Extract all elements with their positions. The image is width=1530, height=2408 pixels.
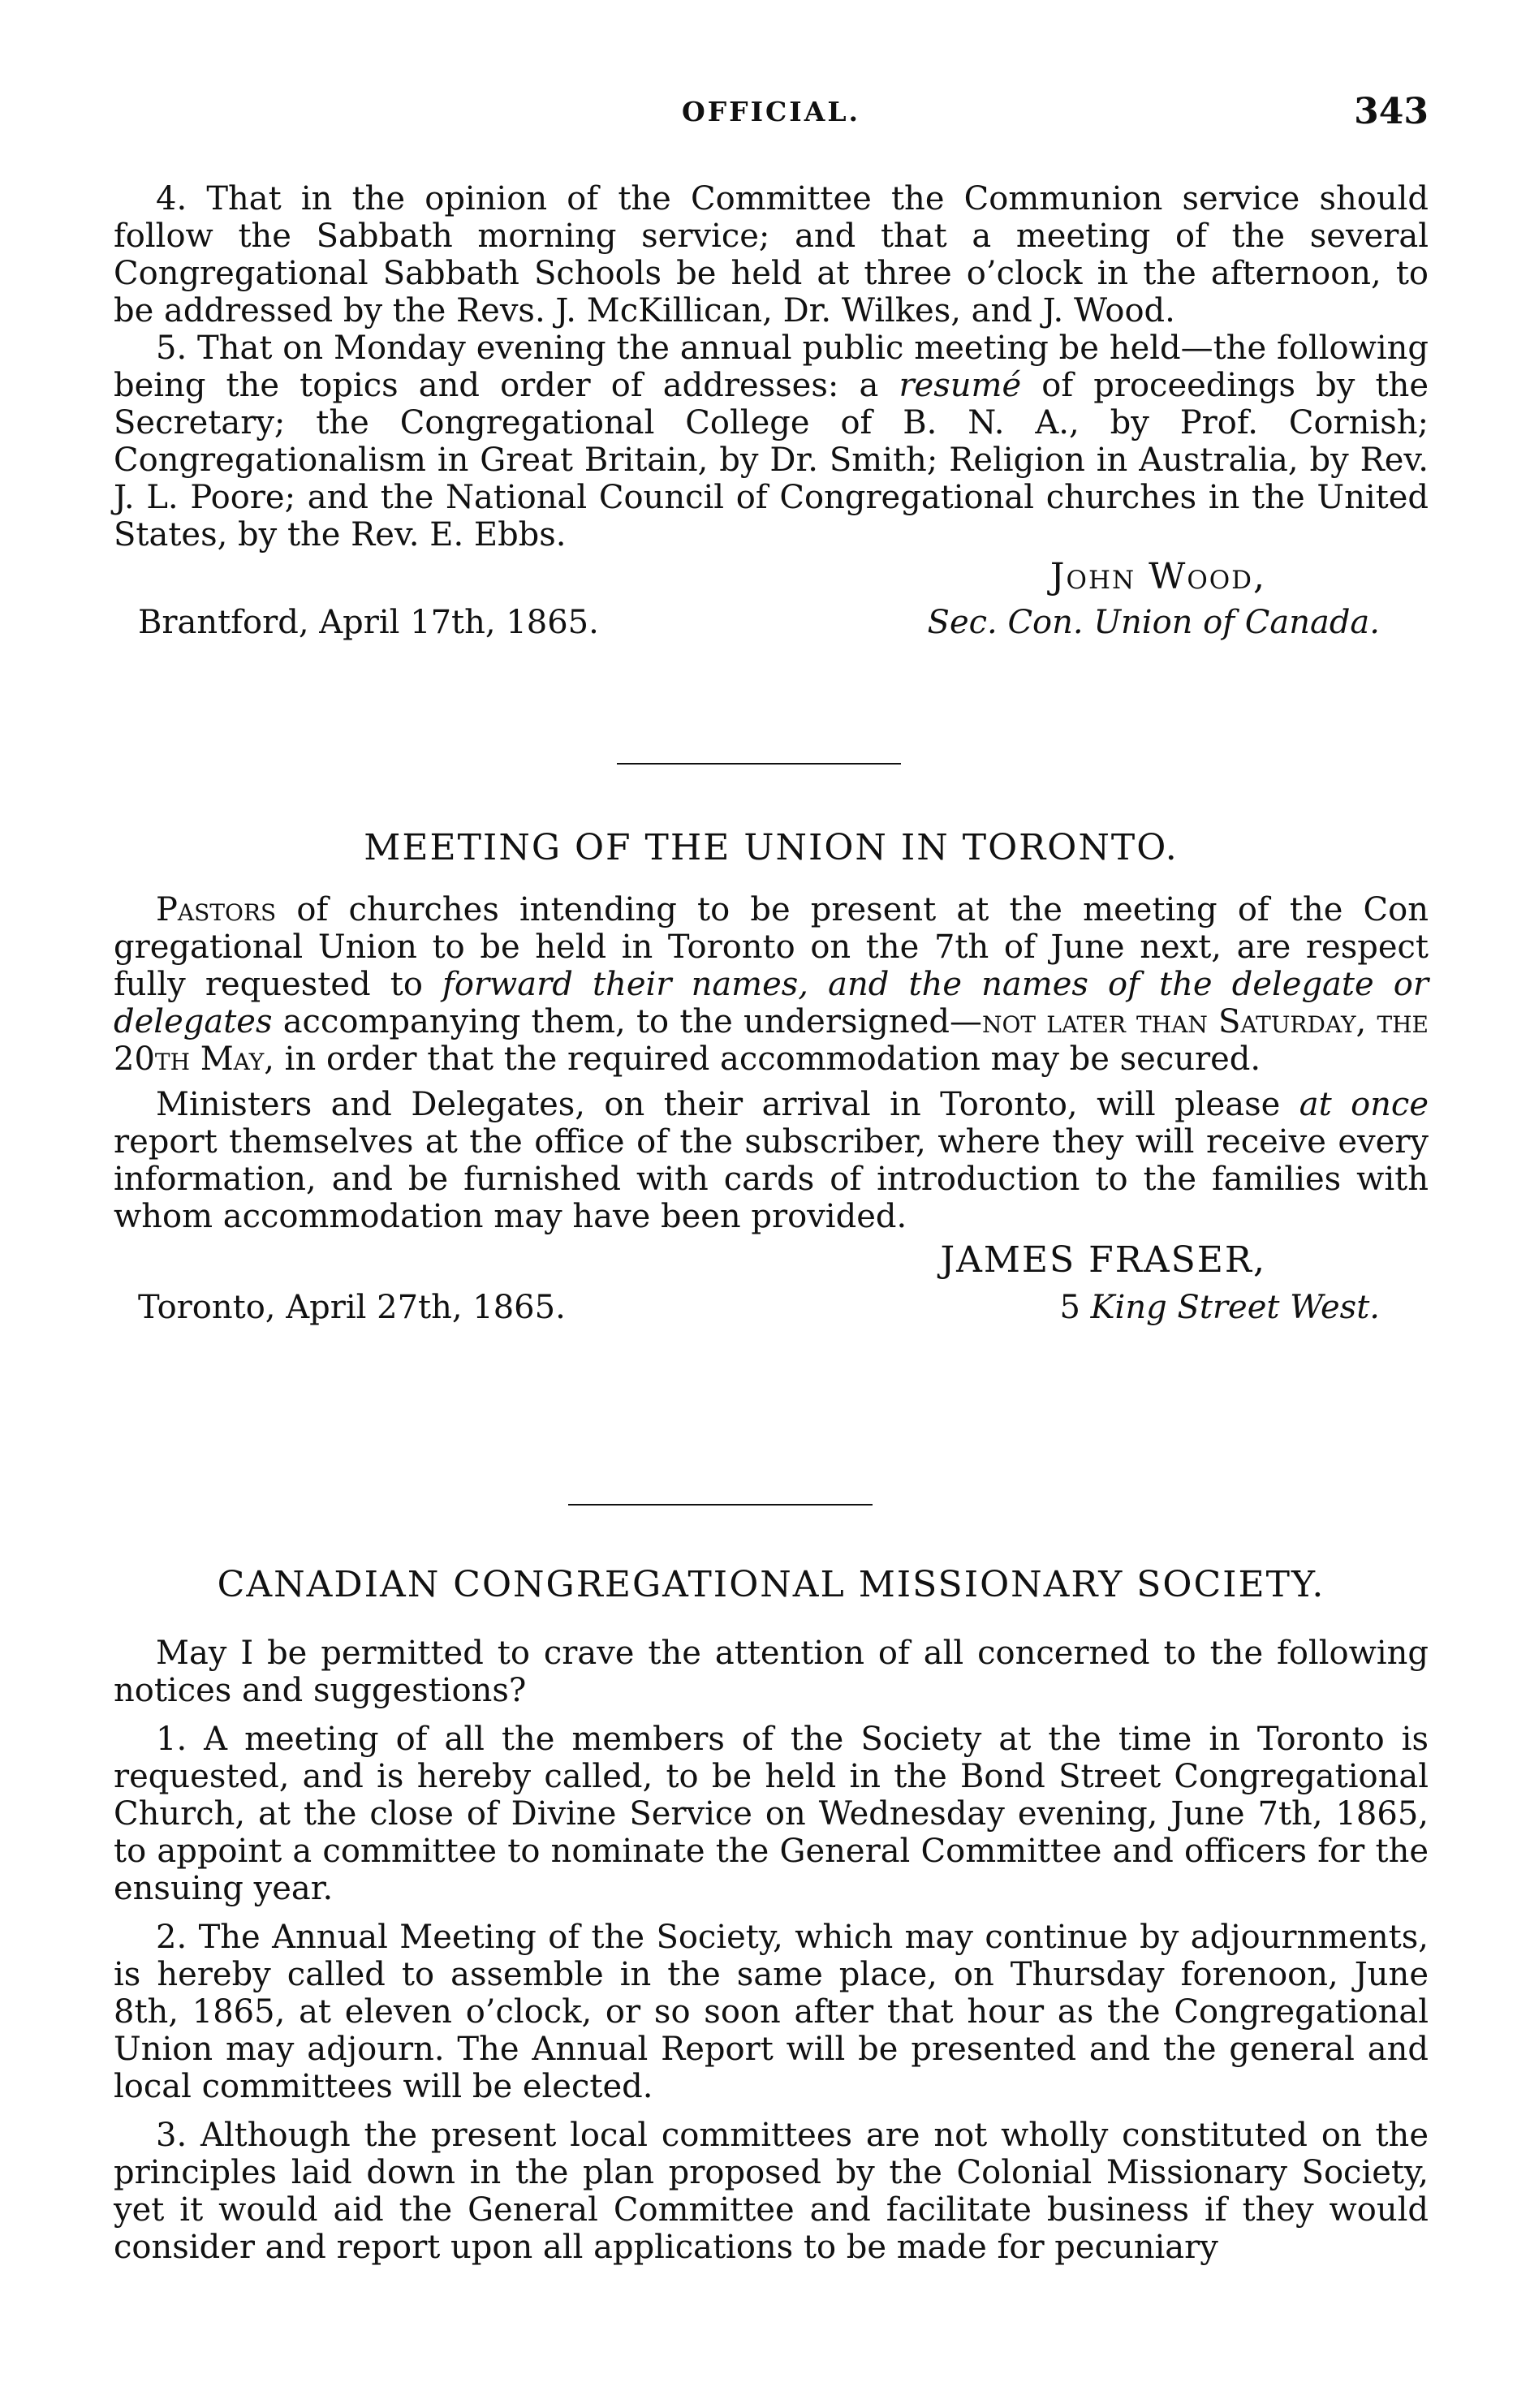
- item-4-paragraph: 4. That in the opinion of the Committee the Communion service should follow the Sabbath morning service; and that a meeting of the several Congregational Sabbath Schools be held at three o’clock in the afternoon, to be addressed by the Revs. J. McKillican, Dr. Wilkes, and J. Wood.: [114, 180, 1429, 330]
- society-item-3: 3. Although the present local committees are not wholly constituted on the principles laid down in the plan proposed by the Colonial Missionary Society, yet it would aid the General Committee and facilitate business if they would consider and report upon all applications to be made for pecuniary: [114, 2117, 1429, 2266]
- society-heading: CANADIAN CONGREGATIONAL MISSIONARY SOCIETY.: [217, 1564, 1325, 1605]
- top-section: [114, 180, 1429, 641]
- signature-name-line: [114, 558, 1429, 596]
- signature-name-line: [114, 1239, 1429, 1281]
- item-5-paragraph: 5. That on Monday evening the annual public meeting be held—the following being the topics and order of addresses: a resumé of proceedings by the Secretary; the Congregational College of B. N. A., by Prof. Cornish; Congregationalism in Great Britain, by Dr. Smith; Religion in Australia, by Rev. J. L. Poore; and the National Council of Congregational churches in the United States, by the Rev. E. Ebbs.: [114, 330, 1429, 554]
- signature-title: Sec. Con. Union of Canada.: [927, 604, 1380, 641]
- meeting-paragraph-1: Pastors of churches intending to be present at the meeting of the Con gregational Union to be held in Toronto on the 7th of June next, are respect fully requested to forward their names, and the names of the delegate or delegates accompanying them, to the undersigned—not later than Saturday, the 20th May, in order that the required accommodation may be secured.: [114, 891, 1429, 1078]
- place-date: Toronto, April 27th, 1865.: [138, 1289, 566, 1326]
- meeting-section: [114, 828, 1429, 1326]
- society-item-1: 1. A meeting of all the members of the Society at the time in Toronto is requested, and is hereby called, to be held in the Bond Street Congregational Church, at the close of Divine Service on Wednesday evening, June 7th, 1865, to appoint a committee to nominate the General Committee and officers for the ensuing year.: [114, 1721, 1429, 1907]
- section-divider: [617, 763, 901, 765]
- section-divider: [568, 1504, 873, 1506]
- society-section: [114, 1565, 1429, 2266]
- address: 5 King Street West.: [1059, 1289, 1380, 1326]
- place-date: Brantford, April 17th, 1865.: [138, 604, 599, 641]
- meeting-paragraph-2: Ministers and Delegates, on their arrival in Toronto, will please at once report themselves at the office of the subscriber, where they will receive every information, and be furnished with cards of introduction to the families with whom accommodation may have been provided.: [114, 1086, 1429, 1235]
- page-number: 343: [1354, 91, 1429, 132]
- signature-name: John Wood,: [1049, 556, 1266, 597]
- resume-term: resumé: [899, 367, 1022, 404]
- signature-name: JAMES FRASER,: [940, 1239, 1266, 1281]
- page-header: [114, 91, 1429, 144]
- meeting-heading: MEETING OF THE UNION IN TORONTO.: [364, 827, 1179, 868]
- society-item-2: 2. The Annual Meeting of the Society, which may continue by adjournments, is hereby called to assemble in the same place, on Thursday forenoon, June 8th, 1865, at eleven o’clock, or so soon after that hour as the Congregational Union may adjourn. The Annual Report will be presented and the general and local committees will be elected.: [114, 1919, 1429, 2105]
- running-head: OFFICIAL.: [681, 96, 861, 127]
- signature-place-line: [114, 604, 1429, 641]
- signature-place-line: [114, 1289, 1429, 1326]
- society-intro: May I be permitted to crave the attention of all concerned to the following notices and suggestions?: [114, 1635, 1429, 1709]
